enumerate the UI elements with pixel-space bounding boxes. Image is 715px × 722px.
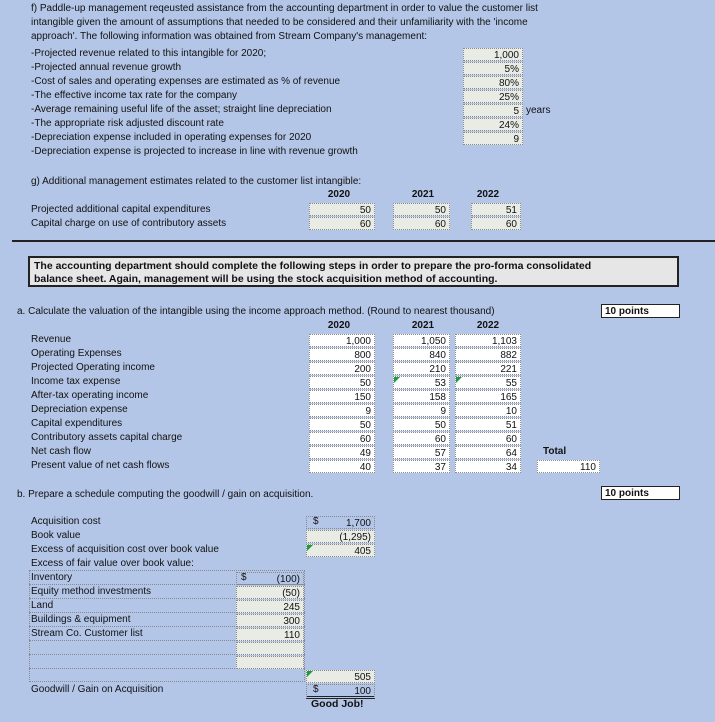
- fv-item-label: Equity method investments: [31, 586, 152, 597]
- fv-item-value[interactable]: 300: [236, 614, 304, 627]
- book-value-label: Book value: [31, 530, 81, 541]
- excess-fv-label: Excess of fair value over book value:: [31, 558, 194, 569]
- valuation-cell[interactable]: 840: [393, 348, 450, 361]
- valuation-cell[interactable]: 60: [309, 432, 375, 445]
- g-value-cell[interactable]: 60: [309, 217, 375, 230]
- total-label: Total: [543, 446, 567, 457]
- valuation-cell[interactable]: 1,103: [455, 334, 521, 347]
- goodwill-dollar-sign: $: [313, 684, 319, 695]
- assumption-label: -Cost of sales and operating expenses are estimated as % of revenue: [31, 76, 341, 87]
- part-a-title: a. Calculate the valuation of the intangible using the income approach method. (Round to nearest thousand): [17, 306, 495, 317]
- year-header: 2021: [411, 189, 435, 200]
- year-header: 2020: [327, 189, 351, 200]
- valuation-cell[interactable]: 221: [455, 362, 521, 375]
- valuation-row-label: Present value of net cash flows: [31, 460, 170, 471]
- valuation-row-label: Income tax expense: [31, 376, 121, 387]
- valuation-cell[interactable]: 150: [309, 390, 375, 403]
- fv-item-label: Stream Co. Customer list: [31, 628, 143, 639]
- section-f-line-1: f) Paddle-up management reqeusted assistance from the accounting department in order to value the customer list: [31, 3, 538, 14]
- assumption-label: -Projected revenue related to this intangible for 2020;: [31, 48, 267, 59]
- g-value-cell[interactable]: 51: [471, 203, 521, 216]
- year-header: 2022: [476, 189, 500, 200]
- capex-label: Projected additional capital expenditures: [31, 204, 211, 215]
- valuation-cell[interactable]: 40: [309, 460, 375, 473]
- assumption-label: -Depreciation expense included in operating expenses for 2020: [31, 132, 312, 143]
- fv-item-label: Buildings & equipment: [31, 614, 131, 625]
- valuation-cell[interactable]: 9: [393, 404, 450, 417]
- part-b-points: 10 points: [601, 486, 680, 500]
- fv-item-value[interactable]: 110: [236, 628, 304, 641]
- g-value-cell[interactable]: 50: [309, 203, 375, 216]
- fv-item-label: Inventory: [31, 572, 73, 583]
- valuation-cell[interactable]: 1,050: [393, 334, 450, 347]
- year-header: 2021: [411, 320, 435, 331]
- assumption-value-cell[interactable]: 80%: [463, 76, 523, 89]
- dollar-sign: $: [313, 516, 319, 527]
- goodwill-label: Goodwill / Gain on Acquisition: [31, 684, 164, 695]
- fv-total-cell[interactable]: 505: [306, 670, 375, 683]
- valuation-cell[interactable]: 60: [455, 432, 521, 445]
- assumption-label: -Average remaining useful life of the asset; straight line depreciation: [31, 104, 332, 115]
- section-f-line-2: intangible given the amount of assumptions that needed to be considered and their unfamiliarity with the 'income: [31, 17, 528, 28]
- assumption-value-cell[interactable]: 1,000: [463, 48, 523, 61]
- valuation-cell[interactable]: 165: [455, 390, 521, 403]
- excess-cost-label: Excess of acquisition cost over book value: [31, 544, 219, 555]
- fv-item-value[interactable]: (50): [236, 586, 304, 599]
- valuation-row-label: Capital expenditures: [31, 418, 123, 429]
- valuation-cell[interactable]: 53: [393, 376, 450, 389]
- fv-item-value[interactable]: [236, 642, 304, 655]
- valuation-cell[interactable]: 1,000: [309, 334, 375, 347]
- assumption-label: -Projected annual revenue growth: [31, 62, 182, 73]
- valuation-row-label: Contributory assets capital charge: [31, 432, 183, 443]
- assumption-value-cell[interactable]: 24%: [463, 118, 523, 131]
- assumption-value-cell[interactable]: 5%: [463, 62, 523, 75]
- valuation-row-label: After-tax operating income: [31, 390, 149, 401]
- valuation-cell[interactable]: 158: [393, 390, 450, 403]
- valuation-cell[interactable]: 9: [309, 404, 375, 417]
- valuation-cell[interactable]: 10: [455, 404, 521, 417]
- assumption-label: -Depreciation expense is projected to increase in line with revenue growth: [31, 146, 358, 157]
- g-value-cell[interactable]: 60: [471, 217, 521, 230]
- g-value-cell[interactable]: 60: [393, 217, 450, 230]
- fv-dollar-sign: $: [241, 572, 247, 583]
- valuation-cell[interactable]: 57: [393, 446, 450, 459]
- g-value-cell[interactable]: 50: [393, 203, 450, 216]
- valuation-cell[interactable]: 51: [455, 418, 521, 431]
- assumption-value-cell[interactable]: 5: [463, 104, 523, 117]
- valuation-row-label: Depreciation expense: [31, 404, 128, 415]
- instructions-box: [28, 256, 679, 287]
- valuation-cell[interactable]: 210: [393, 362, 450, 375]
- valuation-cell[interactable]: 37: [393, 460, 450, 473]
- valuation-cell[interactable]: 882: [455, 348, 521, 361]
- fv-item-value[interactable]: [236, 656, 304, 669]
- years-label: years: [526, 105, 551, 116]
- assumption-label: -The appropriate risk adjusted discount rate: [31, 118, 224, 129]
- valuation-row-label: Projected Operating income: [31, 362, 155, 373]
- valuation-row-label: Net cash flow: [31, 446, 92, 457]
- acquisition-cost-label: Acquisition cost: [31, 516, 101, 527]
- section-divider: [12, 240, 715, 242]
- valuation-cell[interactable]: 34: [455, 460, 521, 473]
- valuation-cell[interactable]: 49: [309, 446, 375, 459]
- assumption-value-cell[interactable]: 9: [463, 132, 523, 145]
- valuation-cell[interactable]: 64: [455, 446, 521, 459]
- valuation-row-label: Revenue: [31, 334, 72, 345]
- assumption-label: -The effective income tax rate for the company: [31, 90, 238, 101]
- capital-charge-label: Capital charge on use of contributory assets: [31, 218, 227, 229]
- valuation-cell[interactable]: 55: [455, 376, 521, 389]
- valuation-cell[interactable]: 50: [309, 376, 375, 389]
- fv-item-value[interactable]: 245: [236, 600, 304, 613]
- feedback-text: Good Job!: [311, 698, 364, 710]
- part-b-title: b. Prepare a schedule computing the goodwill / gain on acquisition.: [17, 489, 314, 500]
- goodwill-value-cell[interactable]: 100: [306, 684, 375, 699]
- fv-item-value[interactable]: (100): [236, 572, 304, 585]
- valuation-cell[interactable]: 200: [309, 362, 375, 375]
- instructions-line-2: balance sheet. Again, management will be using the stock acquisition method of accounting.: [34, 273, 498, 285]
- valuation-cell[interactable]: 50: [309, 418, 375, 431]
- acquisition-cost-cell[interactable]: 1,700: [306, 516, 375, 529]
- total-value-cell[interactable]: 110: [537, 460, 600, 473]
- excess-cost-cell[interactable]: 405: [306, 544, 375, 557]
- book-value-cell[interactable]: (1,295): [306, 530, 375, 543]
- section-f-line-3: approach'. The following information was obtained from Stream Company's management:: [31, 31, 428, 42]
- part-a-points: 10 points: [601, 304, 680, 318]
- year-header: 2022: [476, 320, 500, 331]
- valuation-cell[interactable]: 800: [309, 348, 375, 361]
- section-g-title: g) Additional management estimates related to the customer list intangible:: [31, 176, 362, 187]
- instructions-line-1: The accounting department should complete the following steps in order to prepare the pro-forma consolidated: [34, 260, 592, 272]
- assumption-value-cell[interactable]: 25%: [463, 90, 523, 103]
- valuation-cell[interactable]: 60: [393, 432, 450, 445]
- fv-item-label: Land: [31, 600, 54, 611]
- valuation-row-label: Operating Expenses: [31, 348, 122, 359]
- valuation-cell[interactable]: 50: [393, 418, 450, 431]
- year-header: 2020: [327, 320, 351, 331]
